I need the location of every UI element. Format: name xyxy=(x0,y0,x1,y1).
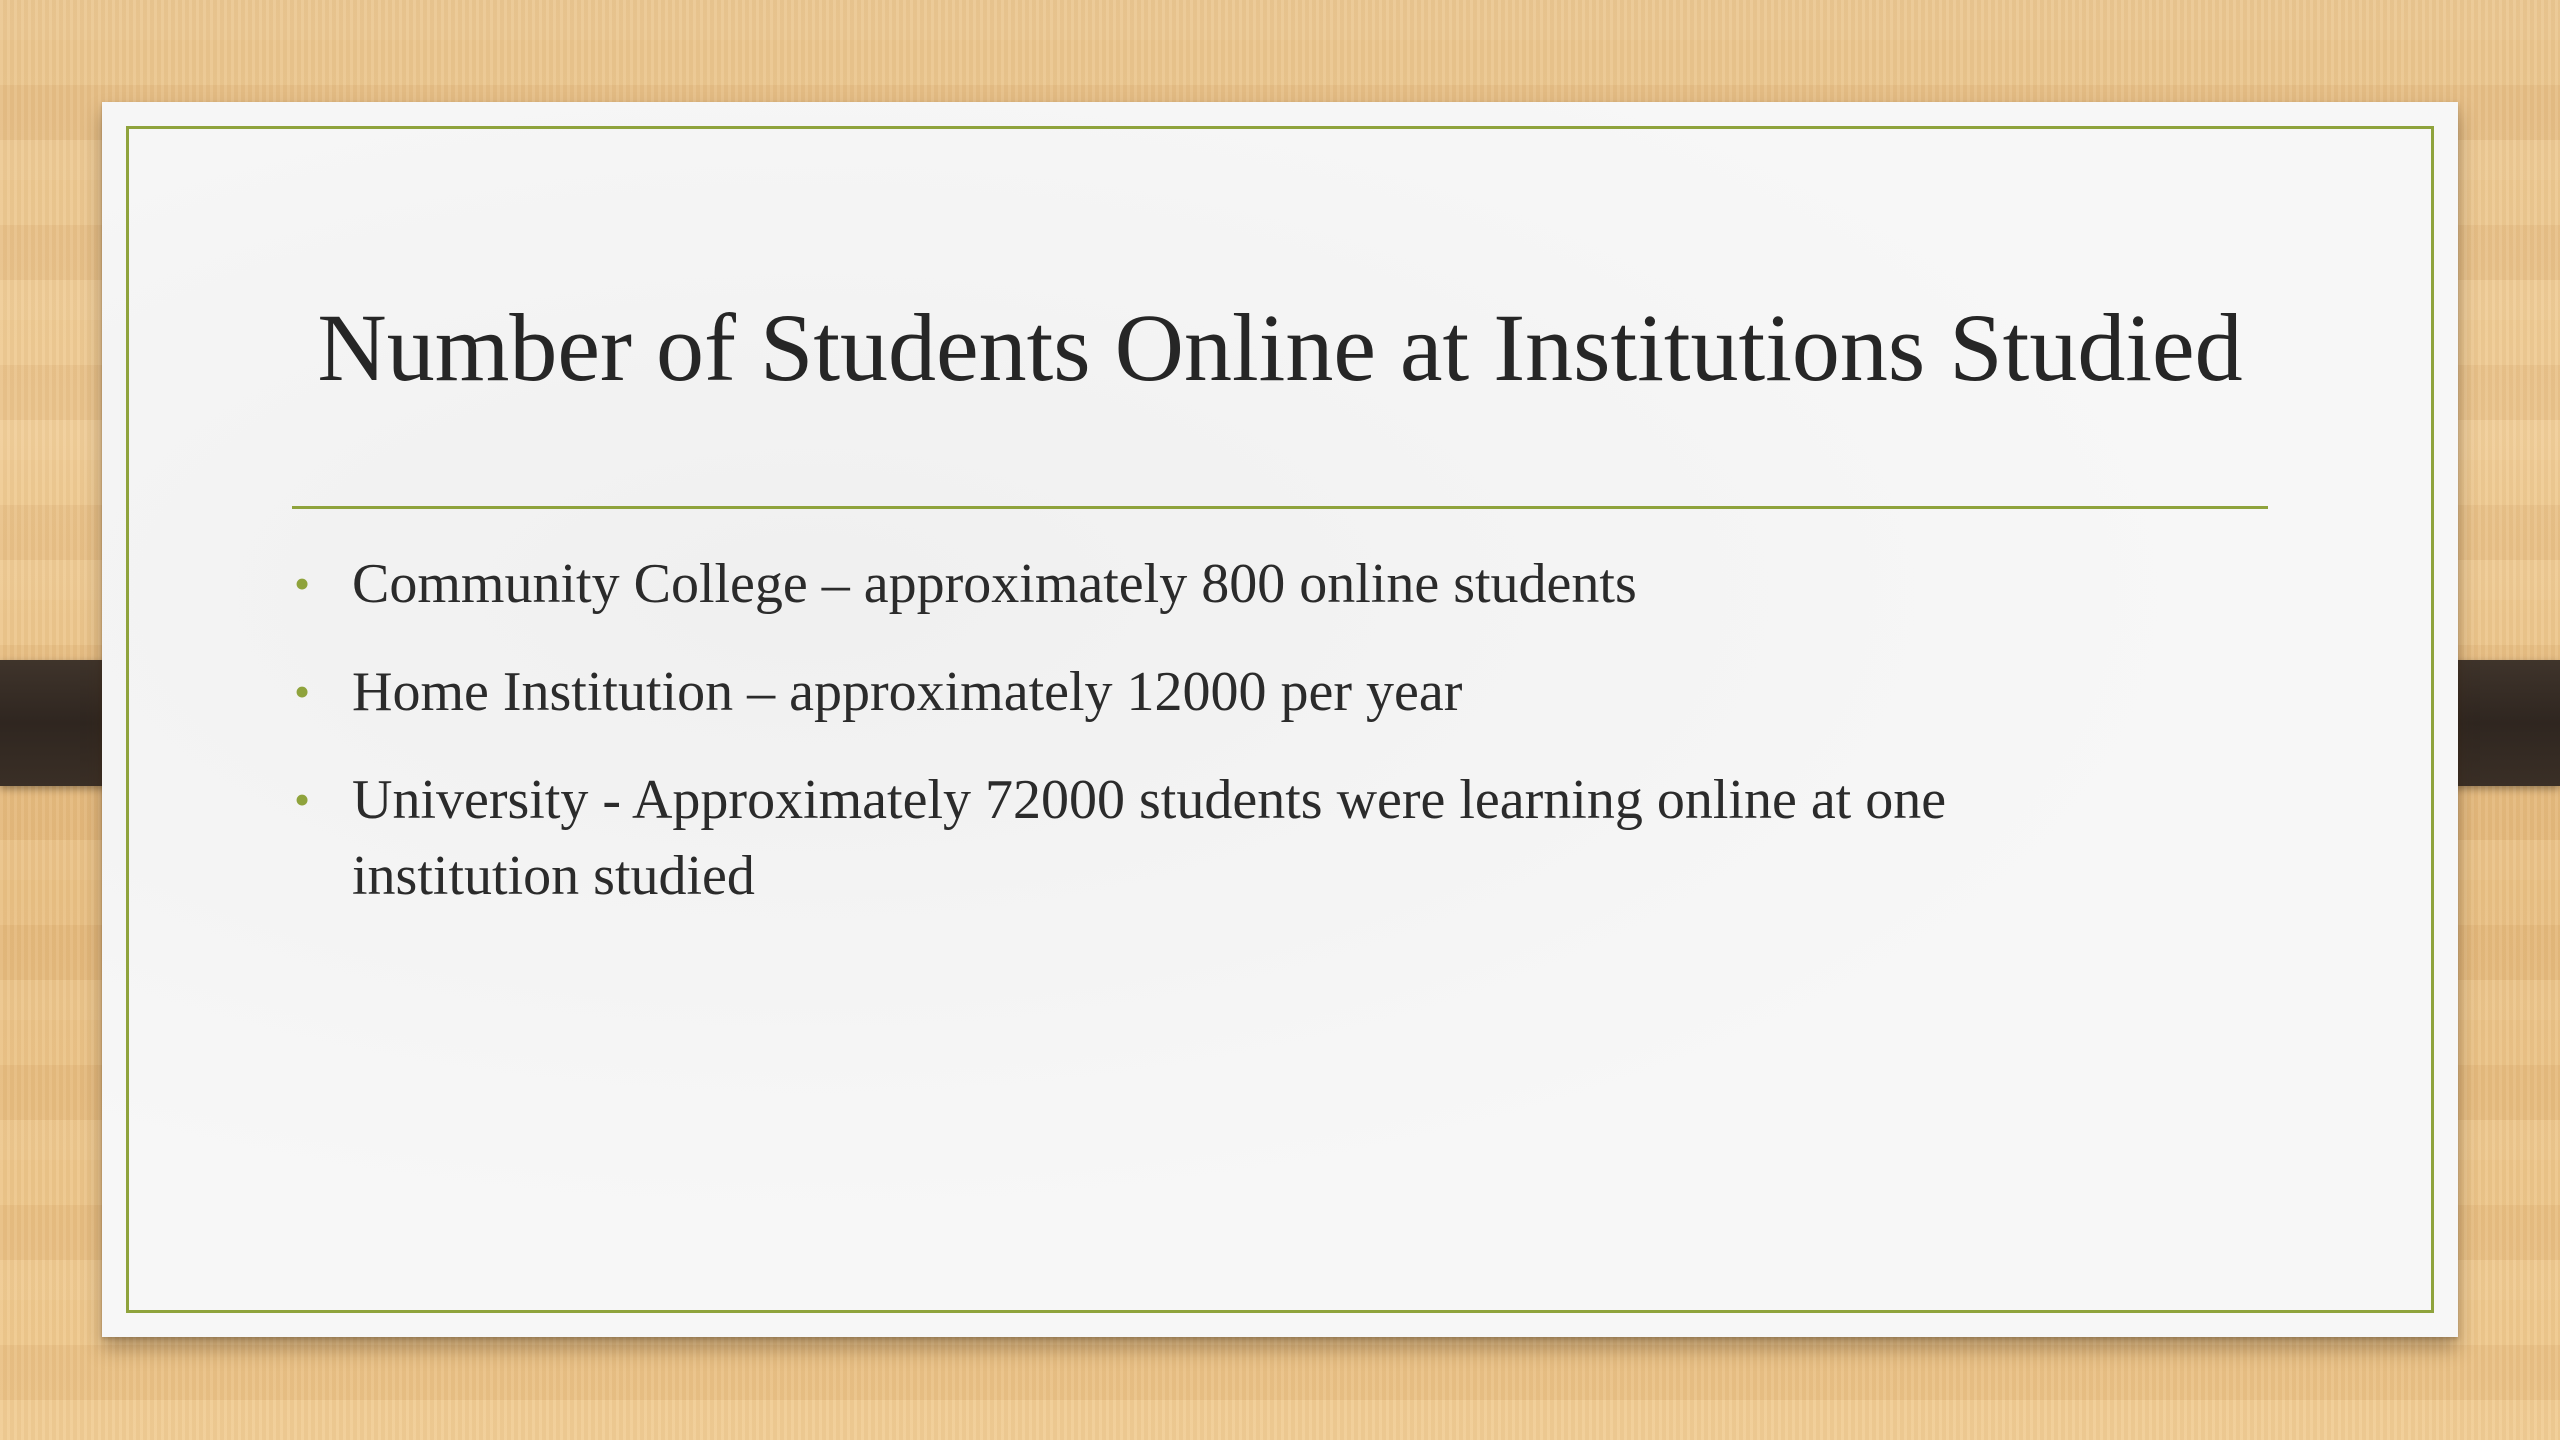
bullet-item xyxy=(292,762,2178,914)
bullet-text: Home Institution – approximately 12000 per year xyxy=(352,661,1463,723)
title-divider xyxy=(292,506,2268,509)
bullet-text: University - Approximately 72000 students were learning online at one institution studied xyxy=(352,769,1947,907)
bullet-icon: • xyxy=(294,666,311,717)
bullet-item xyxy=(292,546,2178,622)
slide xyxy=(102,102,2458,1337)
bullet-list xyxy=(292,546,2178,946)
slide-title: Number of Students Online at Institutions Studied xyxy=(317,294,2243,402)
bullet-icon: • xyxy=(294,558,311,609)
bullet-icon: • xyxy=(294,774,311,825)
bullet-item xyxy=(292,654,2178,730)
bullet-text: Community College – approximately 800 online students xyxy=(352,553,1637,615)
